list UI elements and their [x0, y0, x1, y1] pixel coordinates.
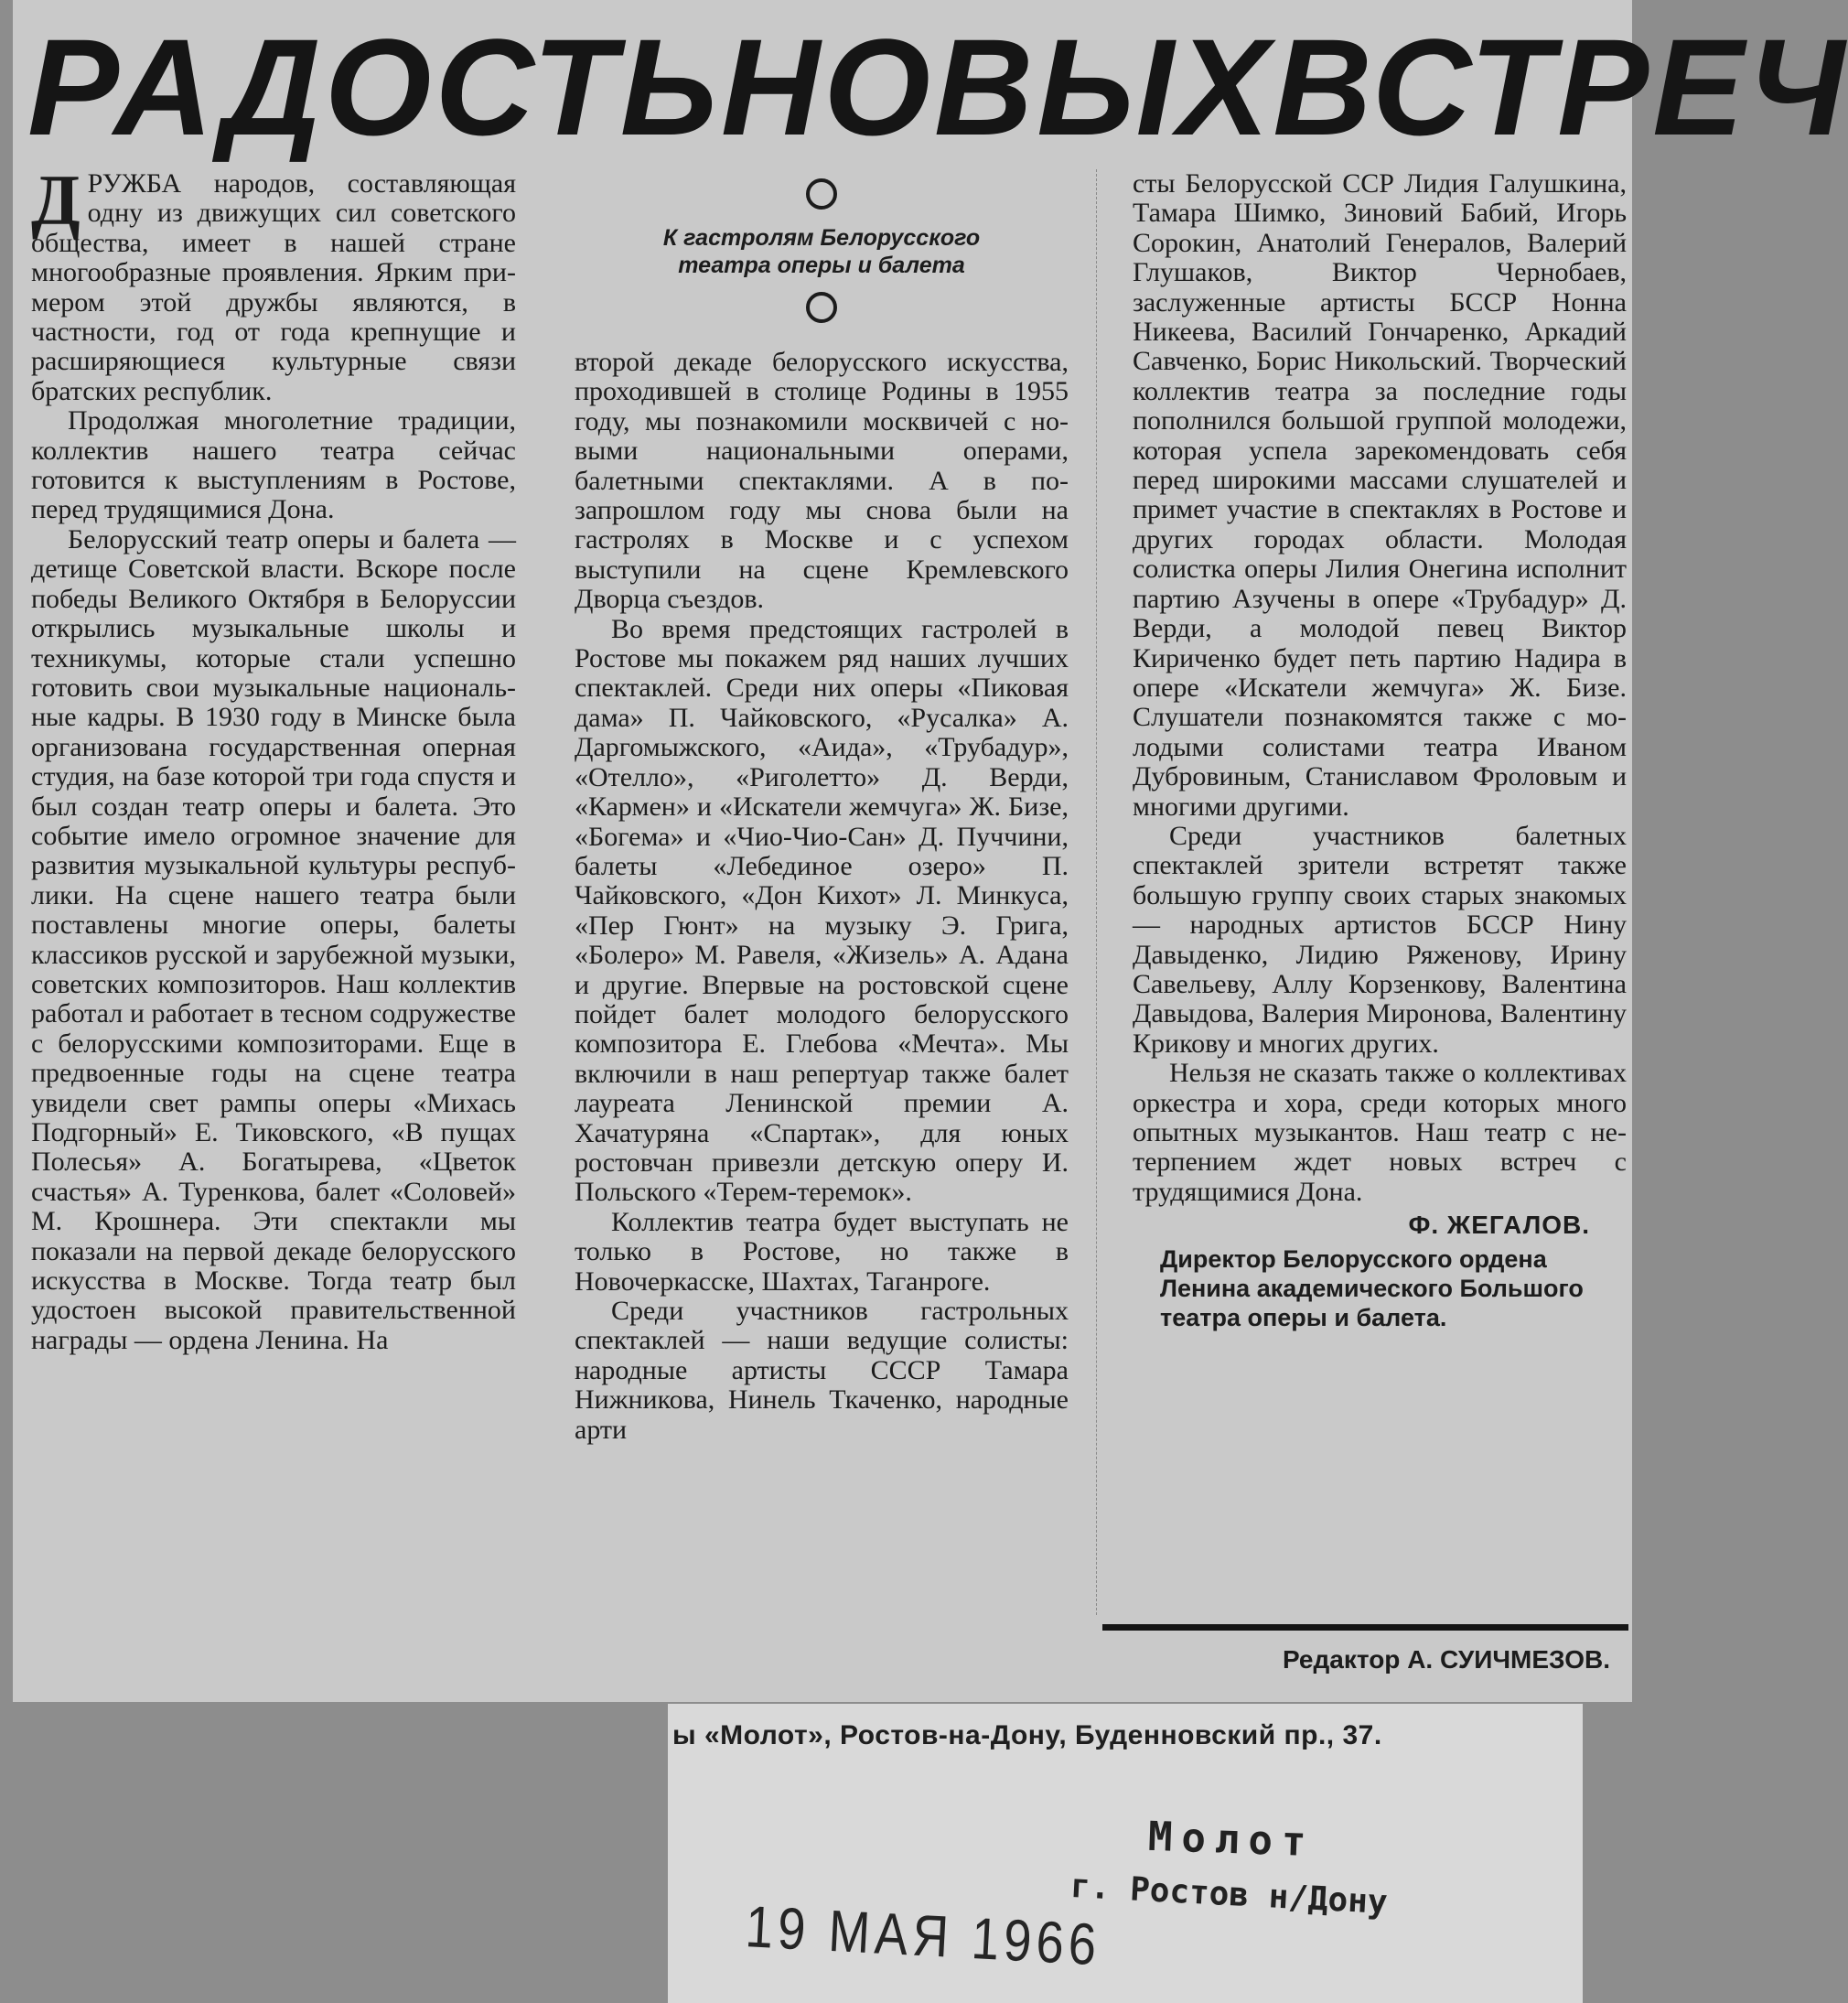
stamp-city: г. Ростов н/Дону	[1069, 1867, 1389, 1922]
article-column-3	[1133, 169, 1627, 1332]
paragraph-text: РУЖБА народов, составляющая одну из движущих сил советского общества, имеет в нашей стране многообразные проявления. Ярким примером этой дружбы являются, в частности, год от года крепнущие и расширяющиеся культурные связи братских республик.	[31, 168, 516, 406]
date-stamp: 19 МАЯ 1966	[744, 1893, 1103, 1978]
paragraph: Нельзя не сказать также о коллективах оркестра и хора, среди которых много опытных музыкантов. Наш театр с нетерпением ждет новых встреч с трудящимися Дона.	[1133, 1058, 1627, 1207]
paragraph: второй декаде белорусского искусства, проходившей в столице Родины в 1955 году, мы познакомили москвичей с новыми национальными операми, балетными спектаклями. А в позапрошлом году мы снова были на гастролях в Москве и с успехом выступили на сцене Кремлевского Дворца съездов.	[575, 347, 1069, 615]
publisher-address: ы «Молот», Ростов-на-Дону, Буденновский пр., 37.	[672, 1720, 1382, 1750]
article-column-1	[31, 160, 516, 1355]
paragraph: сты Белорусской ССР Лидия Галушкина, Тамара Шимко, Зиновий Бабий, Игорь Сорокин, Анатолий Генералов, Валерий Глушаков, Виктор Чернобаев, заслуженные артисты БССР Нонна Никеева, Василий Гончаренко, Аркадий Савченко, Борис Никольский. Творческий коллектив театра за последние годы пополнился большой группой молодежи, которая успела зарекомендовать себя перед широкими массами слушателей и примет участие в спектаклях в Ростове и других городах области. Молодая солистка оперы Лилия Онегина исполнит партию Азучены в опере «Трубадур» Д. Верди, а молодой певец Виктор Кириченко будет петь партию Надира в опере «Искатели жемчуга» Ж. Бизе. Слушатели познакомятся также с молодыми солистами театра Иваном Дубровиным, Станиславом Фроловым и многими другими.	[1133, 168, 1627, 822]
circle-ornament-icon	[806, 292, 837, 323]
editor-credit: Редактор А. СУИЧМЕЗОВ.	[1282, 1645, 1610, 1674]
paragraph: Во время предстоящих гастролей в Ростове мы покажем ряд наших лучших спектаклей. Среди них оперы «Пиковая дама» П. Чайковского, «Русалка» А. Даргомыжского, «Аида», «Трубадур», «Отелло», «Риголетто» Д. Верди, «Кармен» и «Искатели жемчуга» Ж. Бизе, «Богема» и «Чио-Чио-Сан» Д. Пуччини, балеты «Лебединое озеро» П. Чайковского, «Дон Кихот» Л. Минкуса, «Пер Гюнт» на музыку Э. Грига, «Болеро» М. Равеля, «Жизель» А. Адана и другие. Впервые на ростовской сцене пойдет балет молодого белорусского композитора Е. Глебова «Мечта». Мы включили в наш репертуар также балет лауреата Ленинской премии А. Хачатуряна «Спартак», для юных ростовчан привезли детскую оперу И. Польского «Терем-теремок».	[575, 613, 1069, 1208]
paragraph: Коллектив театра будет выступать не только в Ростове, но также в Новочеркасске, Шахтах, Таганроге.	[575, 1206, 1069, 1297]
column-divider	[1096, 169, 1098, 1615]
author-signature: Ф. ЖЕГАЛОВ.	[1408, 1211, 1590, 1240]
article-column-2	[575, 348, 1069, 1445]
paragraph: Среди участников балетных спектаклей зрители встретят также большую группу своих старых знакомых — народных артистов БССР Нину Давыденко, Лидию Ряженову, Ирину Савельеву, Аллу Корзенкову, Валентина Давыдова, Валерия Миронова, Валентину Крикову и многих других.	[1133, 820, 1627, 1059]
paragraph: Продолжая многолетние традиции, коллектив нашего театра сейчас готовится к выступлениям в Ростове, перед трудящимися Дона.	[31, 405, 516, 525]
stamp-publication-name: Молот	[1147, 1813, 1316, 1867]
paragraph: Белорусский театр оперы и балета — детище Советской власти. Вскоре после победы Великого Октября в Белоруссии открылись музыкальные школы и техникумы, которые стали успешно готовить свои музыкальные национальные кадры. В 1930 году в Минске была организована государственная оперная студия, на базе которой три года спустя и был создан театр оперы и балета. Это событие имело огромное значение для развития музыкальной культуры республики. На сцене нашего театра были поставлены многие оперы, балеты классиков русской и зарубежной музыки, советских композиторов. Наш коллектив работал и работает в тесном содружестве с белорусскими композиторами. Еще в предвоенные годы на сцене театра увидели свет рампы оперы «Михась Подгорный» Е. Тиковского, «В пущах Полесья» А. Богатырева, «Цветок счастья» А. Туренкова, балет «Соловей» М. Крошнера. Эти спектакли мы показали на первой декаде белорусского искусства в Москве. Тогда театр был удостоен высокой правительственной награды — ордена Ленина. На	[31, 523, 516, 1355]
rubric	[575, 169, 1069, 343]
headline-word-2: НОВЫХ	[720, 9, 1273, 164]
rubric-line-2: театра оперы и балета	[678, 253, 965, 278]
paragraph: Среди участников гастрольных спектаклей — наши ведущие солисты: народные артисты СССР Тамара Нижникова, Нинель Ткаченко, народные арти	[575, 1296, 1069, 1445]
paragraph	[31, 160, 516, 406]
horizontal-rule	[1102, 1624, 1628, 1631]
headline-word-1: РАДОСТЬ	[27, 9, 721, 164]
author-title: Директор Белорусского ордена Ленина академического Большого театра оперы и балета.	[1160, 1244, 1584, 1331]
rubric-text	[575, 224, 1069, 279]
rubric-line-1: К гастролям Белорусского	[662, 225, 981, 251]
headline	[27, 9, 1848, 165]
drop-cap: Д	[31, 160, 81, 240]
circle-ornament-icon	[806, 178, 837, 210]
headline-word-3: ВСТРЕЧ	[1273, 9, 1848, 164]
